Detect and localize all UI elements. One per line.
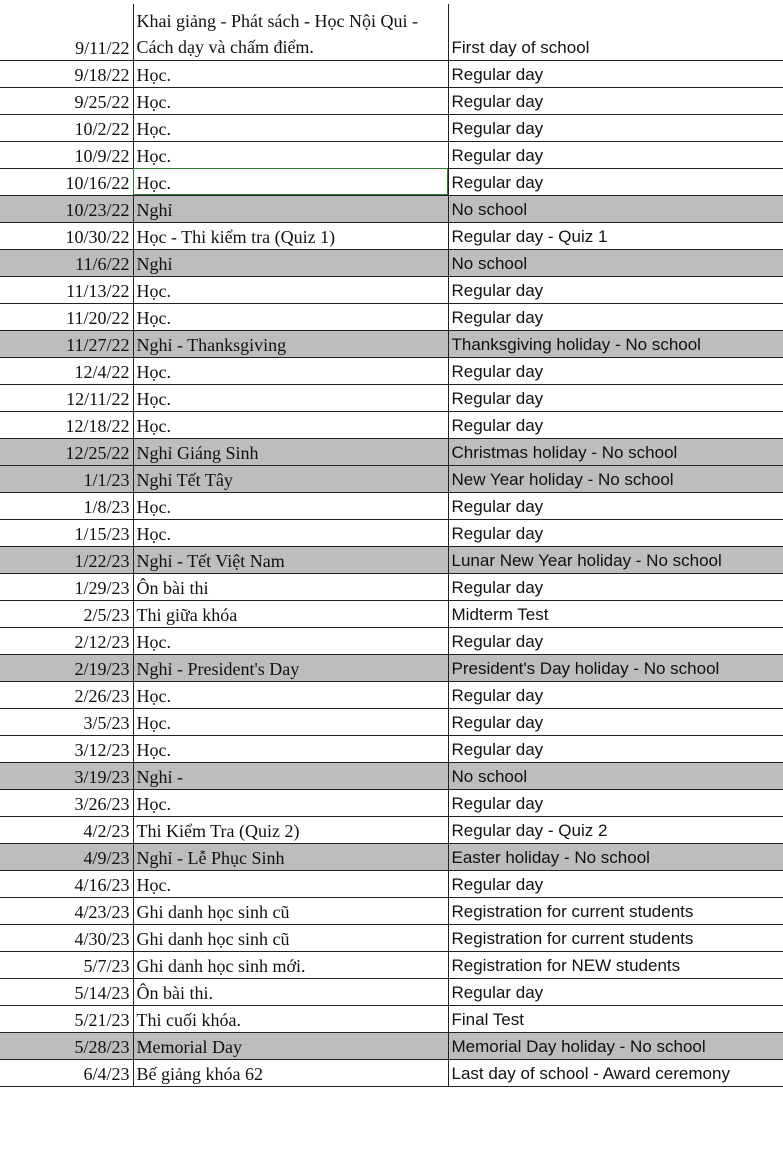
date-cell[interactable]: 12/18/22 bbox=[0, 411, 133, 438]
vietnamese-description-cell[interactable]: Học. bbox=[133, 789, 448, 816]
vietnamese-description-cell[interactable]: Học. bbox=[133, 168, 448, 195]
date-cell[interactable]: 3/26/23 bbox=[0, 789, 133, 816]
vietnamese-description-cell[interactable]: Ôn bài thi bbox=[133, 573, 448, 600]
english-description-cell[interactable]: Easter holiday - No school bbox=[448, 843, 783, 870]
table-row bbox=[0, 681, 783, 708]
english-description-cell[interactable]: Thanksgiving holiday - No school bbox=[448, 330, 783, 357]
english-description-cell[interactable]: First day of school bbox=[448, 4, 783, 60]
english-description-cell[interactable]: Regular day bbox=[448, 708, 783, 735]
table-row bbox=[0, 1032, 783, 1059]
vietnamese-description-cell[interactable]: Nghỉ - bbox=[133, 762, 448, 789]
english-description-cell[interactable]: Final Test bbox=[448, 1005, 783, 1032]
date-cell[interactable]: 5/7/23 bbox=[0, 951, 133, 978]
table-row bbox=[0, 1059, 783, 1086]
vietnamese-description-cell[interactable]: Học. bbox=[133, 735, 448, 762]
english-description-cell[interactable]: President's Day holiday - No school bbox=[448, 654, 783, 681]
table-row bbox=[0, 600, 783, 627]
date-cell[interactable]: 5/21/23 bbox=[0, 1005, 133, 1032]
table-row bbox=[0, 195, 783, 222]
date-cell[interactable]: 2/26/23 bbox=[0, 681, 133, 708]
date-cell[interactable]: 12/11/22 bbox=[0, 384, 133, 411]
english-description-cell[interactable]: Regular day bbox=[448, 168, 783, 195]
table-row bbox=[0, 897, 783, 924]
english-description-cell[interactable]: Midterm Test bbox=[448, 600, 783, 627]
table-row bbox=[0, 465, 783, 492]
date-cell[interactable]: 3/19/23 bbox=[0, 762, 133, 789]
table-row bbox=[0, 384, 783, 411]
date-cell[interactable]: 11/13/22 bbox=[0, 276, 133, 303]
date-cell[interactable]: 10/2/22 bbox=[0, 114, 133, 141]
english-description-cell[interactable]: Regular day bbox=[448, 492, 783, 519]
vietnamese-description-cell[interactable]: Học - Thi kiểm tra (Quiz 1) bbox=[133, 222, 448, 249]
table-row bbox=[0, 519, 783, 546]
vietnamese-description-cell[interactable]: Nghỉ - Lễ Phục Sinh bbox=[133, 843, 448, 870]
vietnamese-description-cell[interactable]: Học. bbox=[133, 384, 448, 411]
vietnamese-description-cell[interactable]: Học. bbox=[133, 357, 448, 384]
english-description-cell[interactable]: Memorial Day holiday - No school bbox=[448, 1032, 783, 1059]
english-description-cell[interactable]: Regular day bbox=[448, 276, 783, 303]
date-cell[interactable]: 2/12/23 bbox=[0, 627, 133, 654]
table-row bbox=[0, 789, 783, 816]
english-description-cell[interactable]: No school bbox=[448, 762, 783, 789]
vietnamese-description-cell[interactable]: Học. bbox=[133, 303, 448, 330]
date-cell[interactable]: 2/5/23 bbox=[0, 600, 133, 627]
english-description-cell[interactable]: Lunar New Year holiday - No school bbox=[448, 546, 783, 573]
date-cell[interactable]: 10/23/22 bbox=[0, 195, 133, 222]
table-row bbox=[0, 357, 783, 384]
english-description-cell[interactable]: Regular day bbox=[448, 978, 783, 1005]
english-description-cell[interactable]: Registration for NEW students bbox=[448, 951, 783, 978]
table-row bbox=[0, 168, 783, 195]
table-row bbox=[0, 4, 783, 60]
english-description-cell[interactable]: Regular day bbox=[448, 573, 783, 600]
date-cell[interactable]: 11/6/22 bbox=[0, 249, 133, 276]
english-description-cell[interactable]: Regular day bbox=[448, 735, 783, 762]
vietnamese-description-cell[interactable]: Học. bbox=[133, 627, 448, 654]
table-row bbox=[0, 546, 783, 573]
table-row bbox=[0, 222, 783, 249]
date-cell[interactable]: 2/19/23 bbox=[0, 654, 133, 681]
english-description-cell[interactable]: Last day of school - Award ceremony bbox=[448, 1059, 783, 1086]
date-cell[interactable]: 1/15/23 bbox=[0, 519, 133, 546]
date-cell[interactable]: 12/25/22 bbox=[0, 438, 133, 465]
date-cell[interactable]: 6/4/23 bbox=[0, 1059, 133, 1086]
table-row bbox=[0, 843, 783, 870]
date-cell[interactable]: 11/27/22 bbox=[0, 330, 133, 357]
table-row bbox=[0, 654, 783, 681]
date-cell[interactable]: 9/11/22 bbox=[0, 4, 133, 60]
english-description-cell[interactable]: No school bbox=[448, 195, 783, 222]
date-cell[interactable]: 3/5/23 bbox=[0, 708, 133, 735]
table-row bbox=[0, 438, 783, 465]
table-row bbox=[0, 1005, 783, 1032]
table-row bbox=[0, 141, 783, 168]
vietnamese-description-cell[interactable]: Học. bbox=[133, 87, 448, 114]
date-cell[interactable]: 3/12/23 bbox=[0, 735, 133, 762]
date-cell[interactable]: 5/14/23 bbox=[0, 978, 133, 1005]
vietnamese-description-cell[interactable]: Nghỉ bbox=[133, 195, 448, 222]
table-row bbox=[0, 708, 783, 735]
table-row bbox=[0, 627, 783, 654]
table-row bbox=[0, 762, 783, 789]
date-cell[interactable]: 4/16/23 bbox=[0, 870, 133, 897]
table-row bbox=[0, 114, 783, 141]
vietnamese-description-cell[interactable]: Học. bbox=[133, 708, 448, 735]
table-row bbox=[0, 951, 783, 978]
date-cell[interactable]: 9/18/22 bbox=[0, 60, 133, 87]
vietnamese-description-cell[interactable]: Ghi danh học sinh cũ bbox=[133, 897, 448, 924]
date-cell[interactable]: 4/2/23 bbox=[0, 816, 133, 843]
table-row bbox=[0, 816, 783, 843]
date-cell[interactable]: 4/9/23 bbox=[0, 843, 133, 870]
date-cell[interactable]: 1/8/23 bbox=[0, 492, 133, 519]
vietnamese-description-cell[interactable]: Ôn bài thi. bbox=[133, 978, 448, 1005]
vietnamese-description-cell[interactable]: Học. bbox=[133, 492, 448, 519]
english-description-cell[interactable]: No school bbox=[448, 249, 783, 276]
table-row bbox=[0, 60, 783, 87]
vietnamese-description-cell[interactable]: Học. bbox=[133, 141, 448, 168]
date-cell[interactable]: 1/1/23 bbox=[0, 465, 133, 492]
date-cell[interactable]: 1/29/23 bbox=[0, 573, 133, 600]
date-cell[interactable]: 4/30/23 bbox=[0, 924, 133, 951]
table-row bbox=[0, 492, 783, 519]
vietnamese-description-cell[interactable]: Nghỉ - Thanksgiving bbox=[133, 330, 448, 357]
date-cell[interactable]: 10/30/22 bbox=[0, 222, 133, 249]
english-description-cell[interactable]: Regular day bbox=[448, 87, 783, 114]
english-description-cell[interactable]: Regular day bbox=[448, 114, 783, 141]
vietnamese-description-cell[interactable]: Bế giảng khóa 62 bbox=[133, 1059, 448, 1086]
english-description-cell[interactable]: Regular day bbox=[448, 141, 783, 168]
table-row bbox=[0, 573, 783, 600]
date-cell[interactable]: 10/16/22 bbox=[0, 168, 133, 195]
vietnamese-description-cell[interactable]: Ghi danh học sinh cũ bbox=[133, 924, 448, 951]
english-description-cell[interactable]: Regular day bbox=[448, 411, 783, 438]
english-description-cell[interactable]: Registration for current students bbox=[448, 897, 783, 924]
vietnamese-description-cell[interactable]: Học. bbox=[133, 114, 448, 141]
table-row bbox=[0, 978, 783, 1005]
vietnamese-description-cell[interactable]: Học. bbox=[133, 870, 448, 897]
date-cell[interactable]: 9/25/22 bbox=[0, 87, 133, 114]
table-row bbox=[0, 87, 783, 114]
schedule-body bbox=[0, 4, 783, 1086]
table-row bbox=[0, 870, 783, 897]
date-cell[interactable]: 10/9/22 bbox=[0, 141, 133, 168]
english-description-cell[interactable]: Regular day bbox=[448, 519, 783, 546]
vietnamese-description-cell[interactable]: Học. bbox=[133, 60, 448, 87]
vietnamese-description-cell[interactable]: Ghi danh học sinh mới. bbox=[133, 951, 448, 978]
date-cell[interactable]: 12/4/22 bbox=[0, 357, 133, 384]
english-description-cell[interactable]: Regular day bbox=[448, 789, 783, 816]
english-description-cell[interactable]: Regular day bbox=[448, 384, 783, 411]
english-description-cell[interactable]: New Year holiday - No school bbox=[448, 465, 783, 492]
vietnamese-description-cell[interactable]: Nghỉ Giáng Sinh bbox=[133, 438, 448, 465]
vietnamese-description-cell[interactable]: Nghỉ Tết Tây bbox=[133, 465, 448, 492]
date-cell[interactable]: 4/23/23 bbox=[0, 897, 133, 924]
table-row bbox=[0, 276, 783, 303]
english-description-cell[interactable]: Regular day bbox=[448, 870, 783, 897]
schedule-sheet bbox=[0, 4, 783, 1087]
table-row bbox=[0, 411, 783, 438]
english-description-cell[interactable]: Regular day bbox=[448, 357, 783, 384]
table-row bbox=[0, 330, 783, 357]
vietnamese-description-cell[interactable]: Memorial Day bbox=[133, 1032, 448, 1059]
vietnamese-description-cell[interactable]: Học. bbox=[133, 681, 448, 708]
vietnamese-description-cell[interactable]: Khai giảng - Phát sách - Học Nội Qui - Cách dạy và chấm điểm. bbox=[133, 4, 448, 60]
table-row bbox=[0, 924, 783, 951]
vietnamese-description-cell[interactable]: Thi Kiểm Tra (Quiz 2) bbox=[133, 816, 448, 843]
table-row bbox=[0, 303, 783, 330]
english-description-cell[interactable]: Regular day bbox=[448, 681, 783, 708]
vietnamese-description-cell[interactable]: Nghỉ - President's Day bbox=[133, 654, 448, 681]
vietnamese-description-cell[interactable]: Học. bbox=[133, 411, 448, 438]
date-cell[interactable]: 5/28/23 bbox=[0, 1032, 133, 1059]
english-description-cell[interactable]: Regular day bbox=[448, 303, 783, 330]
table-row bbox=[0, 735, 783, 762]
vietnamese-description-cell[interactable]: Thi cuối khóa. bbox=[133, 1005, 448, 1032]
english-description-cell[interactable]: Christmas holiday - No school bbox=[448, 438, 783, 465]
vietnamese-description-cell[interactable]: Học. bbox=[133, 276, 448, 303]
vietnamese-description-cell[interactable]: Nghỉ bbox=[133, 249, 448, 276]
english-description-cell[interactable]: Registration for current students bbox=[448, 924, 783, 951]
english-description-cell[interactable]: Regular day bbox=[448, 627, 783, 654]
date-cell[interactable]: 1/22/23 bbox=[0, 546, 133, 573]
date-cell[interactable]: 11/20/22 bbox=[0, 303, 133, 330]
vietnamese-description-cell[interactable]: Nghỉ - Tết Việt Nam bbox=[133, 546, 448, 573]
english-description-cell[interactable]: Regular day - Quiz 1 bbox=[448, 222, 783, 249]
vietnamese-description-cell[interactable]: Thi giữa khóa bbox=[133, 600, 448, 627]
table-row bbox=[0, 249, 783, 276]
vietnamese-description-cell[interactable]: Học. bbox=[133, 519, 448, 546]
english-description-cell[interactable]: Regular day - Quiz 2 bbox=[448, 816, 783, 843]
english-description-cell[interactable]: Regular day bbox=[448, 60, 783, 87]
